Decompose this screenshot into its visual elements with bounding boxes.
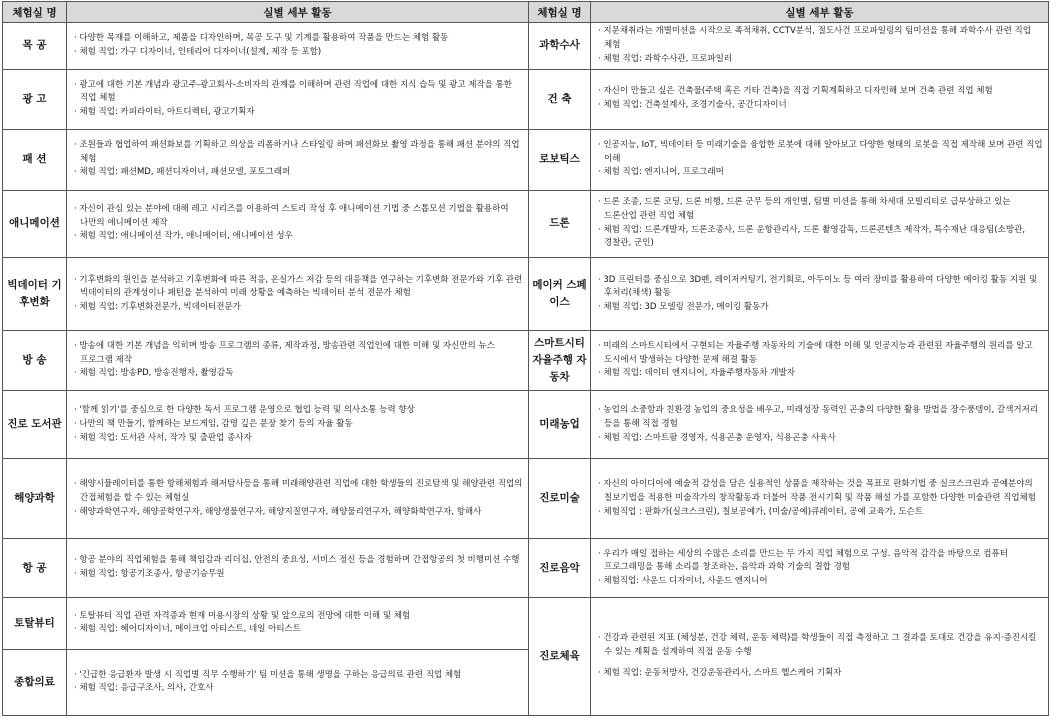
activity-cell (591, 69, 1049, 129)
activity-cell (591, 598, 1049, 716)
activity-line: · 체험 직업: 애니메이션 작가, 애니메이터, 애니메이션 성우 (74, 231, 293, 242)
activity-cell (67, 23, 529, 70)
activity-cell (67, 649, 529, 715)
activity-line: · 광고에 대한 기본 개념과 광고주-광고회사-소비자의 관계를 이해하며 관련 직업에 대한 지식 습득 및 광고 제작을 통한 직업 체험 (74, 79, 512, 104)
activity-line: · 다양한 목재를 이해하고, 제품을 디자인하며, 목공 도구 및 기계를 활용하여 작품을 만드는 체험 활동 (74, 33, 449, 44)
activity-line: · 지문채취라는 개별미션을 시작으로 족적채취, CCTV분석, 절도사건 프로파일링의 팀미션을 통해 과학수사 관련 직업 체험 (598, 26, 1031, 50)
activity-cell (67, 539, 529, 598)
activity-line: · 해양시뮬레이터를 통한 항해체험과 해저탐사등을 통해 미래해양관련 직업에 대한 학생들의 진로탐색 및 해양관련 직업의 간접체험을 할 수 있는 체험실 (74, 479, 523, 503)
activity-line: · 우리가 매일 접하는 세상의 수많은 소리를 만드는 두 가지 직업 체험으로 구성. 음악적 감각을 바탕으로 컴퓨터 프로그래밍을 통해 소리를 창조하는, 음악과 과학 기술의 결합 경험 (598, 548, 1008, 573)
activity-line: · 체험 직업: 운동처방사, 건강운동관리사, 스마트 헬스케어 기획자 (598, 668, 842, 679)
activity-cell (67, 129, 529, 190)
activity-line: · 방송에 대한 기본 개념을 익히며 방송 프로그램의 종류, 제작과정, 방송관련 직업인에 대한 이해 및 자신만의 뉴스 프로그램 제작 (74, 341, 495, 365)
table-row (3, 459, 1049, 539)
activity-line: · 체험 직업: 도서관 사서, 작가 및 출판업 종사자 (74, 432, 252, 443)
activity-line: · 체험직업 : 판화가(실크스크린), 칠보공예가, (미술/공예)큐레이터, 공예 교육가, 도슨트 (598, 506, 924, 517)
activity-line: · 체험 직업: 3D 모델링 전문가, 메이킹 활동가 (598, 301, 769, 312)
activity-line: · 미래의 스마트시티에서 구현되는 자율주행 자동차의 기술에 대한 이해 및 인공지능과 관련된 자율주행의 원리를 알고 도시에서 발생하는 다양한 문제 해결 활동 (598, 341, 1033, 365)
room-name: 방 송 (3, 331, 67, 391)
room-name: 진로음악 (529, 539, 591, 598)
activity-line: · 체험 직업: 스마트팜 경영자, 식용곤충 운영자, 식용곤충 사육사 (598, 432, 836, 443)
activity-line: · 조원들과 협업하여 패션화보를 기획하고 의상을 리폼하거나 스타일링 하며 패션화보 촬영 과정을 통해 패션 분야의 직업 체험 (74, 140, 520, 164)
activity-cell (67, 391, 529, 459)
activity-cell (591, 190, 1049, 257)
activity-line: · 농업의 소중함과 친환경 농업의 중요성을 배우고, 미래성장 동력인 곤충의 다양한 활용 방법을 장수풍뎅이, 갈색거저리 등을 통해 직접 경험 (598, 405, 1039, 429)
activity-line: · 항공 분야의 직업체험을 통해 책임감과 리더십, 안전의 중요성, 서비스 정신 등을 경험하며 간접항공의 첫 비행미션 수행 (74, 555, 520, 566)
room-name: 진로체육 (529, 598, 591, 716)
room-name: 과학수사 (529, 23, 591, 70)
room-name: 건 축 (529, 69, 591, 129)
activity-cell (591, 539, 1049, 598)
activity-line: · 체험 직업: 기후변화전문가, 빅데이터전문가 (74, 301, 241, 312)
room-name: 패 션 (3, 129, 67, 190)
room-name: 드론 (529, 190, 591, 257)
header-activity-left: 실별 세부 활동 (67, 2, 529, 23)
room-name: 메이커 스페이스 (529, 257, 591, 330)
activity-cell (67, 69, 529, 129)
activity-line: · 자신이 만들고 싶은 건축물(주택 혹은 기타 건축)을 직접 기획계획하고 디자인해 보며 건축 관련 직업 체험 (598, 86, 993, 97)
room-name: 토탈뷰티 (3, 598, 67, 650)
table-row (3, 331, 1049, 391)
activity-line: · 체험 직업: 패션MD, 패션디자이너, 패션모델, 포토그래퍼 (74, 167, 291, 178)
room-name: 해양과학 (3, 459, 67, 539)
activity-line: · 토탈뷰티 직업 관련 자격증과 현재 미용시장의 상황 및 앞으로의 전망에 대한 이해 및 체험 (74, 610, 411, 621)
activity-line: · 체험 직업: 데이터 엔지니어, 자율주행자동차 개발자 (598, 368, 795, 379)
activity-cell (591, 257, 1049, 330)
activity-line: · 체험 직업: 방송PD, 방송진행자, 촬영감독 (74, 368, 234, 379)
activity-line: · 체험 직업: 드론개발자, 드론조종사, 드론 운항관리사, 드론 촬영감독, 드론콘텐츠 제작자, 특수재난 대응팀(소방관, 경찰관, 군인) (598, 224, 1026, 249)
activity-cell (591, 23, 1049, 70)
room-name: 진로미술 (529, 459, 591, 539)
room-name: 애니메이션 (3, 190, 67, 257)
activity-cell (591, 331, 1049, 391)
table-row (3, 129, 1049, 190)
room-name: 목 공 (3, 23, 67, 70)
activity-line: · 체험 직업: 카피라이터, 아트디렉터, 광고기획자 (74, 106, 255, 117)
room-name: 로보틱스 (529, 129, 591, 190)
activity-line: · 체험 직업: 엔지니어, 프로그래머 (598, 167, 724, 178)
activity-line: · 기후변화의 원인을 분석하고 기후변화에 따른 적응, 온실가스 저감 등의 대응책을 연구하는 기후변화 전문가와 기후 관련 빅데이터의 관계성이나 패턴을 분석하여 미래 상황을 예측하는 빅데이터 분석 전문가 체험 (74, 274, 523, 299)
room-name: 광 고 (3, 69, 67, 129)
table-row (3, 23, 1049, 70)
table-row (3, 257, 1049, 330)
header-row (3, 2, 1049, 23)
activity-cell (67, 331, 529, 391)
table-row (3, 598, 1049, 650)
table-row (3, 391, 1049, 459)
activity-line: · 자신이 관심 있는 분야에 대해 레고 시리즈를 이용하여 스토리 작성 후 애니메이션 기법 중 스톱모션 기법을 활용하여 나만의 애니메이션 제작 (74, 204, 509, 228)
table-row (3, 539, 1049, 598)
activity-line: · 3D 프린터를 중심으로 3D펜, 레이저커팅기, 전기회로, 아두이노 등 여러 장비를 활용하여 다양한 메이킹 활동 지원 및 후처리(채색) 활동 (598, 274, 1038, 299)
line-spacer (595, 659, 1044, 667)
activity-line: · 인공지능, IoT, 빅데이터 등 미래기술을 융합한 로봇에 대해 알아보고 다양한 형태의 로봇을 직접 제작해 보며 관련 직업 이해 (598, 140, 1043, 164)
activity-line: · 체험 직업: 건축설계사, 조경기술사, 공간디자이너 (598, 100, 787, 111)
activity-line: · 체험 직업: 응급구조사, 의사, 간호사 (74, 683, 214, 694)
activity-cell (591, 129, 1049, 190)
activity-line: · 체험 직업: 헤어디자이너, 메이크업 아티스트, 네일 아티스트 (74, 624, 301, 635)
activity-cell (67, 257, 529, 330)
activity-line: · 체험직업: 사운드 디자이너, 사운드 엔지니어 (598, 575, 768, 586)
activity-cell (591, 391, 1049, 459)
activity-cell (67, 190, 529, 257)
activity-line: · 드론 조종, 드론 코딩, 드론 비행, 드론 군무 등의 개인별, 팀별 미션을 통해 차세대 모빌리티로 급부상하고 있는 드론산업 관련 직업 체험 (598, 197, 1011, 222)
activity-table (2, 1, 1049, 716)
activity-line: · 체험 직업: 가구 디자이너, 인테리어 디자이너(설계, 제작 등 포함) (74, 46, 322, 57)
room-name: 미래농업 (529, 391, 591, 459)
activity-line: · 체험 직업: 과학수사관, 프로파일러 (598, 53, 733, 64)
room-name: 진로 도서관 (3, 391, 67, 459)
activity-cell (67, 459, 529, 539)
activity-line: · 체험 직업: 항공기조종사, 항공기승무원 (74, 569, 225, 580)
activity-line: · '함께 읽기'를 중심으로 한 다양한 독서 프로그램 운영으로 협업 능력 및 의사소통 능력 향상 (74, 405, 415, 416)
activity-line: · 해양과학연구자, 해양공학연구자, 해양생물연구자, 해양지질연구자, 해양물리연구자, 해양화학연구자, 항해사 (74, 506, 482, 517)
activity-line: · 나만의 책 만들기, 함께하는 보드게임, 감명 깊은 문장 찾기 등의 자율 활동 (74, 418, 353, 429)
activity-cell (591, 459, 1049, 539)
table-row (3, 69, 1049, 129)
activity-line: · 건강과 관련된 지표 (체성분, 건강 체력, 운동 체력)를 학생들이 직접 측정하고 그 결과를 토대로 건강을 유지·증진시킬 수 있는 계획을 설계하여 직접 운동 수행 (598, 633, 1037, 657)
header-room-name-left: 체험실 명 (3, 2, 67, 23)
activity-line: · 자신의 아이디어에 예술적 감성을 담은 실용적인 상품을 제작하는 것을 목표로 판화기법 중 실크스크린과 공예분야의 칠보기법을 적용한 미술작가의 창작활동과 더불어 작품 전시기획 및 작품 해설 가를 포함한 다양한 미술관련 직업체험 (598, 479, 1036, 503)
room-name: 종합의료 (3, 649, 67, 715)
room-name: 항 공 (3, 539, 67, 598)
activity-line: · '긴급한 응급환자 발생 시 직업별 직무 수행하기' 팀 미션을 통해 생명을 구하는 응급의료 관련 직업 체험 (74, 669, 462, 680)
room-name: 스마트시티 자율주행 자동차 (529, 331, 591, 391)
header-room-name-right: 체험실 명 (529, 2, 591, 23)
header-activity-right: 실별 세부 활동 (591, 2, 1049, 23)
activity-cell (67, 598, 529, 650)
room-name: 빅데이터 기후변화 (3, 257, 67, 330)
table-row (3, 190, 1049, 257)
